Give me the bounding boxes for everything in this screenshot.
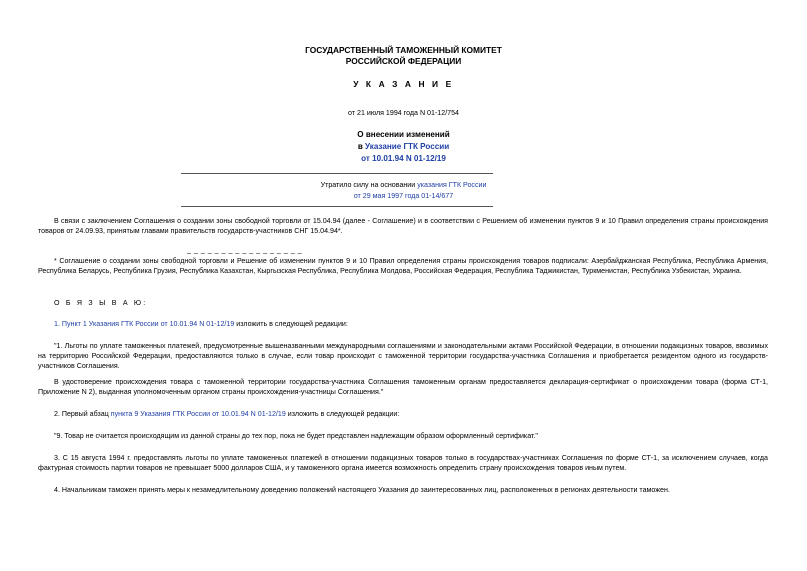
item-1-paragraph: 1. Пункт 1 Указания ГТК России от 10.01.94 N 01-12/19 изложить в следующей редакции: xyxy=(54,320,348,328)
issuing-authority xyxy=(0,45,807,67)
subject-line-2: в Указание ГТК России xyxy=(357,142,450,151)
status-top-divider xyxy=(181,173,493,174)
item-4-paragraph: 4. Начальникам таможен принять меры к незамедлительному доведению положений настоящего Указания до заинтересованных лиц, расположенных в регионах деятельности таможен. xyxy=(54,486,670,494)
quote-1-paragraph: "1. Льготы по уплате таможенных платежей, предусмотренные вышеназванными международными соглашениями и законодательными актами Российской Федерации, в отношении подакцизных товаров, ввозимых на территорию Российской Федерации, предоставляются только в случае, если товар происходит с таможенной территории государства-участника Соглашения и приобретается резидентом одного из государств-участников Соглашения. xyxy=(38,342,768,371)
repeal-order-date-link[interactable]: от 29 мая 1997 года 01-14/677 xyxy=(353,192,454,200)
quote-3-paragraph: "9. Товар не считается происходящим из данной страны до тех пор, пока не будет представлен надлежащим образом оформленный сертификат." xyxy=(54,432,538,440)
subject-line-1: О внесении изменений xyxy=(357,130,450,139)
repeal-order-link[interactable]: указания ГТК России xyxy=(417,181,487,189)
amended-order-link[interactable]: Указание ГТК России xyxy=(365,142,450,151)
preamble-paragraph: В связи с заключением Соглашения о создании зоны свободной торговли от 15.04.94 (далее - Соглашение) и в соответствии с Решением об изменении пунктов 9 и 10 Правил определения страны происхождения товаров от 24.09.93, принятым главами правительств государств-участников СНГ 15.04.94*. xyxy=(38,217,768,236)
status-line-2 xyxy=(0,191,807,202)
item-1-link[interactable]: 1. Пункт 1 Указания ГТК России от 10.01.94 N 01-12/19 xyxy=(54,320,235,328)
order-heading: О Б Я З Ы В А Ю: xyxy=(54,299,148,307)
document-subject xyxy=(0,129,807,165)
item-3-paragraph: 3. С 15 августа 1994 г. предоставлять льготы по уплате таможенных платежей в отношении подакцизных товаров только в государствах-участниках Соглашения по форме СТ-1, за исключением случаев, когда фактурная стоимость партии товаров не превышает 5000 долларов США, и у таможенного органа имеется возможность определить страну происхождения товаров иным путем. xyxy=(38,454,768,473)
status-note xyxy=(0,180,807,202)
amended-order-date-link[interactable]: от 10.01.94 N 01-12/19 xyxy=(361,154,446,163)
status-bottom-divider xyxy=(181,206,493,207)
org-line-1: ГОСУДАРСТВЕННЫЙ ТАМОЖЕННЫЙ КОМИТЕТ xyxy=(305,45,502,55)
status-line-1: Утратило силу на основании указания ГТК России xyxy=(320,181,487,189)
footnote-separator: _ _ _ _ _ _ _ _ _ _ _ _ _ _ _ _ _ xyxy=(187,246,303,254)
item-2-link[interactable]: пункта 9 Указания ГТК России от 10.01.94 N 01-12/19 xyxy=(110,410,286,418)
item-2-paragraph: 2. Первый абзац пункта 9 Указания ГТК России от 10.01.94 N 01-12/19 изложить в следующей редакции: xyxy=(54,410,400,418)
document-type: У К А З А Н И Е xyxy=(353,79,454,89)
document-date-number: от 21 июля 1994 года N 01-12/754 xyxy=(347,109,460,117)
footnote-paragraph: * Соглашение о создании зоны свободной торговли и Решение об изменении пунктов 9 и 10 Правил определения страны происхождения товаров подписали: Азербайджанская Республика, Республика Армения, Республика Беларусь, Республика Грузия, Республика Казахстан, Кыргызская Республика, Республика Молдова, Российская Федерация, Республика Таджикистан, Туркменистан, Республика Узбекистан, Украина. xyxy=(38,257,768,276)
subject-line-3 xyxy=(0,153,807,165)
quote-2-paragraph: В удостоверение происхождения товара с таможенной территории государства-участника Соглашения таможенным органам предоставляется декларация-сертификат о происхождении товара (форма СТ-1, Приложение N 2), выданная уполномоченным органом страны происхождения-участницы Соглашения." xyxy=(38,378,768,397)
org-line-2: РОССИЙСКОЙ ФЕДЕРАЦИИ xyxy=(345,56,462,66)
